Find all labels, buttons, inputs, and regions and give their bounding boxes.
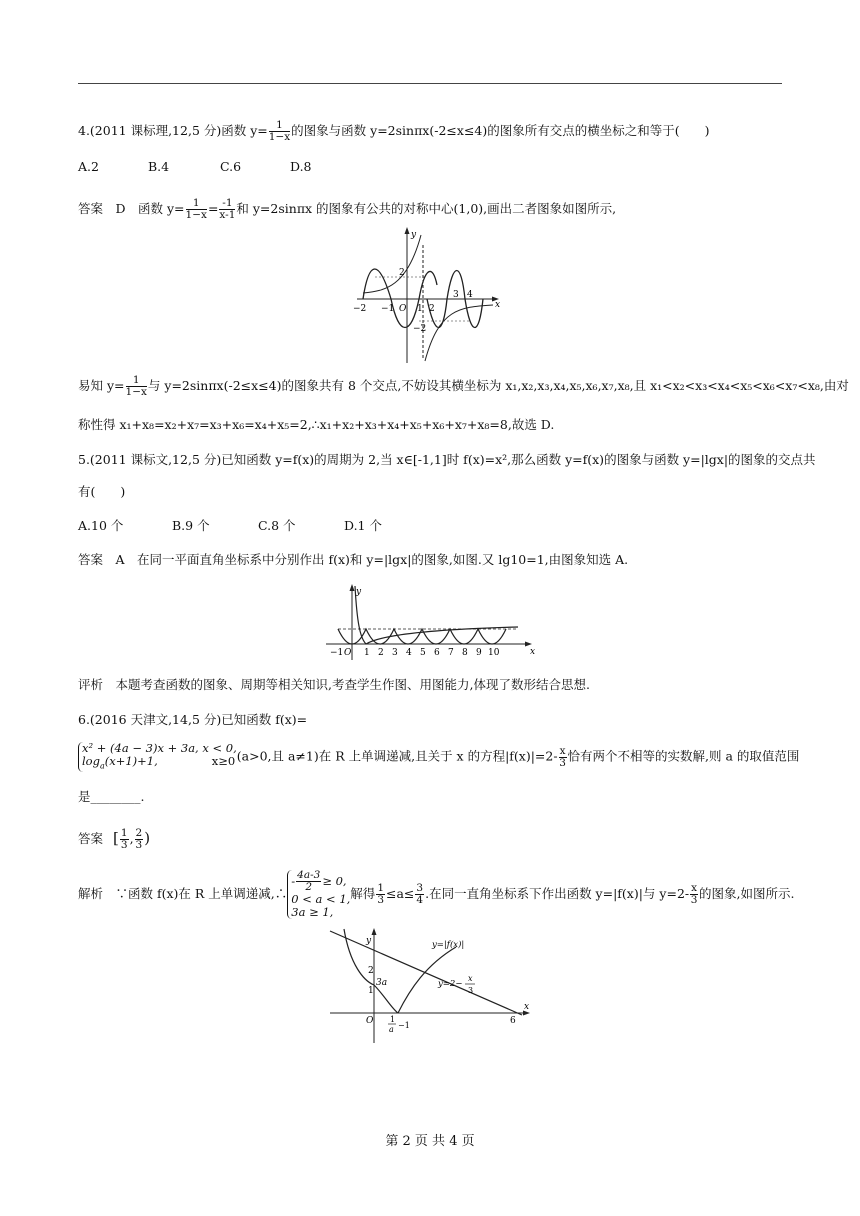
fraction-numerator: 1 xyxy=(377,882,384,894)
q6-label-6: 6 xyxy=(510,1016,516,1026)
q4-hyperbola-right xyxy=(425,305,493,361)
q4-label-1: 1 xyxy=(417,304,423,314)
q5-answer: 答案 A 在同一平面直角坐标系中分别作出 f(x)和 y=|lgx|的图象,如图.又 lg10=1,由图象知选 A. xyxy=(78,552,629,567)
q6-piece-2 xyxy=(82,754,236,771)
fraction-numerator: 3 xyxy=(416,882,424,894)
q4-expl-pre: 易知 y= xyxy=(78,378,125,393)
q5-option-c: C.8 个 xyxy=(258,518,296,533)
q4-label-x2: 2 xyxy=(429,304,435,314)
q4-label-x: x xyxy=(495,300,501,310)
q5-x-arrow xyxy=(525,642,532,647)
q6-stem-1: 6.(2016 天津文,14,5 分)已知函数 f(x)= xyxy=(78,712,308,727)
page-footer: 第 2 页 共 4 页 xyxy=(385,1134,475,1149)
q5-periodic-curve xyxy=(338,629,506,644)
q4-stem-pre: 4.(2011 课标理,12,5 分)函数 y= xyxy=(78,123,268,138)
q5-comment: 评析 本题考查函数的图象、周期等相关知识,考查学生作图、用图能力,体现了数形结合思想. xyxy=(78,677,590,692)
q4-label-4: 4 xyxy=(467,290,473,300)
q4-answer-fraction-2 xyxy=(219,198,235,221)
q6-label-x: x xyxy=(524,1002,530,1012)
log-text: log xyxy=(82,754,100,768)
q5-log-curve xyxy=(355,586,518,644)
fraction-denominator: 1−x xyxy=(185,209,207,221)
q6-analysis xyxy=(78,870,795,919)
q5-tick: 8 xyxy=(462,648,468,658)
q6-piece-1: x² + (4a − 3)x + 3a, x < 0, xyxy=(82,741,237,755)
fraction-numerator: -1 xyxy=(219,198,235,210)
q6-analysis-le: ≤a≤ xyxy=(386,886,415,901)
q6-label-origin: O xyxy=(366,1016,374,1026)
bracket-open: [ xyxy=(113,829,119,847)
fraction-denominator: 3 xyxy=(377,894,384,906)
fraction-numerator: 2 xyxy=(135,827,143,839)
fraction-denominator: 3 xyxy=(690,894,698,906)
q4-option-d: D.8 xyxy=(290,159,312,174)
q5-label-x: x xyxy=(530,647,536,657)
fraction-numerator: 4a-3 xyxy=(297,869,321,881)
q5-tick: 1 xyxy=(364,648,370,658)
q4-option-c: C.6 xyxy=(220,159,242,174)
q4-stem-fraction xyxy=(269,120,290,143)
fraction-denominator: 3 xyxy=(135,839,143,851)
q4-label-2: 2 xyxy=(399,268,405,278)
q6-label-2: 2 xyxy=(368,966,374,976)
q6-analysis-end: 的图象,如图所示. xyxy=(699,886,795,901)
q5-stem-2: 有( ) xyxy=(78,484,126,499)
q4-hyperbola-left xyxy=(363,235,421,293)
q6-label-curve2-num: x xyxy=(468,974,473,983)
q6-figure xyxy=(326,925,536,1045)
fraction-numerator: x xyxy=(559,744,566,757)
q6-label-tick-num: 1 xyxy=(390,1015,396,1024)
q6-label-y: y xyxy=(366,936,372,946)
q4-label-yneg2: −2 xyxy=(413,324,427,334)
q5-y-arrow xyxy=(350,584,355,591)
q6-system xyxy=(287,870,350,919)
paren-close: ) xyxy=(144,829,151,847)
q6-label-curve2: y=2− xyxy=(438,979,463,989)
fraction-denominator: x-1 xyxy=(219,209,236,221)
log-base: a xyxy=(99,761,105,771)
q5-tick: −1 xyxy=(330,648,344,658)
q6-system-line-3: 3a ≥ 1, xyxy=(291,905,334,919)
fraction-denominator: 2 xyxy=(305,881,313,893)
q4-label-y: y xyxy=(411,230,417,240)
equals-sign: = xyxy=(207,201,219,216)
q5-option-a: A.10 个 xyxy=(78,518,124,533)
q6-analysis-post: .在同一直角坐标系下作出函数 y=|f(x)|与 y=2- xyxy=(425,886,690,901)
q4-label-origin: O xyxy=(399,304,407,314)
q6-system-rest: ≥ 0, xyxy=(322,873,347,888)
q6-label-curve1: y=|f(x)| xyxy=(432,940,465,950)
q4-option-a: A.2 xyxy=(78,159,99,174)
q5-tick: 4 xyxy=(406,648,412,658)
q5-option-d: D.1 个 xyxy=(344,518,382,533)
q4-answer xyxy=(78,198,616,221)
q5-tick: 3 xyxy=(392,648,398,658)
fraction-denominator: 1−x xyxy=(268,131,291,143)
q5-label-y: y xyxy=(356,587,362,597)
fraction-numerator: x xyxy=(691,882,698,894)
q5-tick: 10 xyxy=(488,648,500,658)
q6-label-tick-den: a xyxy=(389,1025,394,1034)
q5-stem-1: 5.(2011 课标文,12,5 分)已知函数 y=f(x)的周期为 2,当 x∈[-1,1]时 f(x)=x²,那么函数 y=f(x)的图象与函数 y=|lgx|的图象的交点共 xyxy=(78,452,816,467)
q6-piecewise xyxy=(78,742,237,772)
fraction-numerator: 1 xyxy=(120,827,128,839)
q4-option-b: B.4 xyxy=(148,159,170,174)
q6-label-1: 1 xyxy=(368,986,374,996)
q4-explanation-2: 称性得 x₁+x₈=x₂+x₇=x₃+x₆=x₄+x₅=2,∴x₁+x₂+x₃+x₄+x₅+x₆+x₇+x₈=8,故选 D. xyxy=(78,417,555,432)
q5-tick: 5 xyxy=(420,648,426,658)
q4-figure xyxy=(355,225,505,365)
header-rule xyxy=(78,83,782,84)
q6-stem-fraction xyxy=(559,746,567,769)
q4-label-neg2: −2 xyxy=(353,304,367,314)
q4-stem xyxy=(78,120,710,143)
q4-y-arrow xyxy=(405,227,410,234)
q5-option-b: B.9 个 xyxy=(172,518,210,533)
q6-range-fraction-2 xyxy=(415,883,424,906)
q6-line-y2-minus-x3 xyxy=(330,931,522,1015)
fraction-numerator: 1 xyxy=(126,375,147,387)
fraction-denominator: 3 xyxy=(120,839,128,851)
q5-tick: 6 xyxy=(434,648,440,658)
q6-label-curve2-den: 3 xyxy=(468,986,474,995)
q4-answer-pre: 答案 D 函数 y= xyxy=(78,201,185,216)
q4-answer-post: 和 y=2sinπx 的图象有公共的对称中心(1,0),画出二者图象如图所示, xyxy=(236,201,617,216)
q5-tick: 2 xyxy=(378,648,384,658)
minus-sign: - xyxy=(291,873,296,888)
fraction-numerator: 1 xyxy=(186,198,207,210)
q4-answer-fraction-1 xyxy=(186,198,207,221)
q6-stem-2 xyxy=(78,742,799,772)
q4-stem-post: 的图象与函数 y=2sinπx(-2≤x≤4)的图象所有交点的横坐标之和等于( ) xyxy=(291,123,710,138)
q6-stem-2-post: 恰有两个不相等的实数解,则 a 的取值范围 xyxy=(567,748,800,764)
q4-explanation-1 xyxy=(78,375,849,398)
piece-2-condition: x≥0 xyxy=(211,754,236,768)
q6-y-arrow xyxy=(372,928,377,935)
q6-analysis-pre: 解析 ∵函数 f(x)在 R 上单调递减,∴ xyxy=(78,886,288,901)
fraction-numerator: 1 xyxy=(269,120,290,132)
q6-system-line-1 xyxy=(291,869,347,893)
q4-expl-fraction xyxy=(126,375,147,398)
q6-stem-2-pre: (a>0,且 a≠1)在 R 上单调递减,且关于 x 的方程|f(x)|=2- xyxy=(236,748,558,764)
fraction-denominator: 3 xyxy=(559,756,566,769)
q6-system-fraction xyxy=(296,870,321,893)
q5-tick: O xyxy=(344,648,352,658)
q5-figure xyxy=(322,582,540,662)
q6-answer-fraction-1 xyxy=(120,828,129,851)
q4-options xyxy=(78,159,312,175)
q6-answer-fraction-2 xyxy=(135,828,144,851)
q6-answer-label: 答案 xyxy=(78,831,104,846)
q6-label-3a: 3a xyxy=(376,978,388,988)
fraction-denominator: 1−x xyxy=(125,386,147,398)
log-arg: (x+1)+1, xyxy=(104,754,158,768)
q4-label-3: 3 xyxy=(453,290,459,300)
q5-options xyxy=(78,518,382,534)
q6-analysis-fraction xyxy=(690,883,698,906)
comma: , xyxy=(129,831,134,846)
q6-range-fraction-1 xyxy=(376,883,385,906)
q5-tick: 7 xyxy=(448,648,454,658)
q6-system-line-2: 0 < a < 1, xyxy=(291,892,351,906)
q6-stem-3: 是________. xyxy=(78,789,145,804)
q6-answer xyxy=(78,828,150,851)
q5-tick: 9 xyxy=(476,648,482,658)
q4-expl-post: 与 y=2sinπx(-2≤x≤4)的图象共有 8 个交点,不妨设其横坐标为 x₁,x₂,x₃,x₄,x₅,x₆,x₇,x₈,且 x₁<x₂<x₃<x₄<x₅<x₆<x₇<x₈,由对 xyxy=(147,378,849,393)
fraction-denominator: 4 xyxy=(416,894,424,906)
q6-analysis-mid: 解得 xyxy=(350,886,376,901)
q4-label-neg1: −1 xyxy=(381,304,395,314)
q6-label-tick-post: −1 xyxy=(398,1021,410,1030)
